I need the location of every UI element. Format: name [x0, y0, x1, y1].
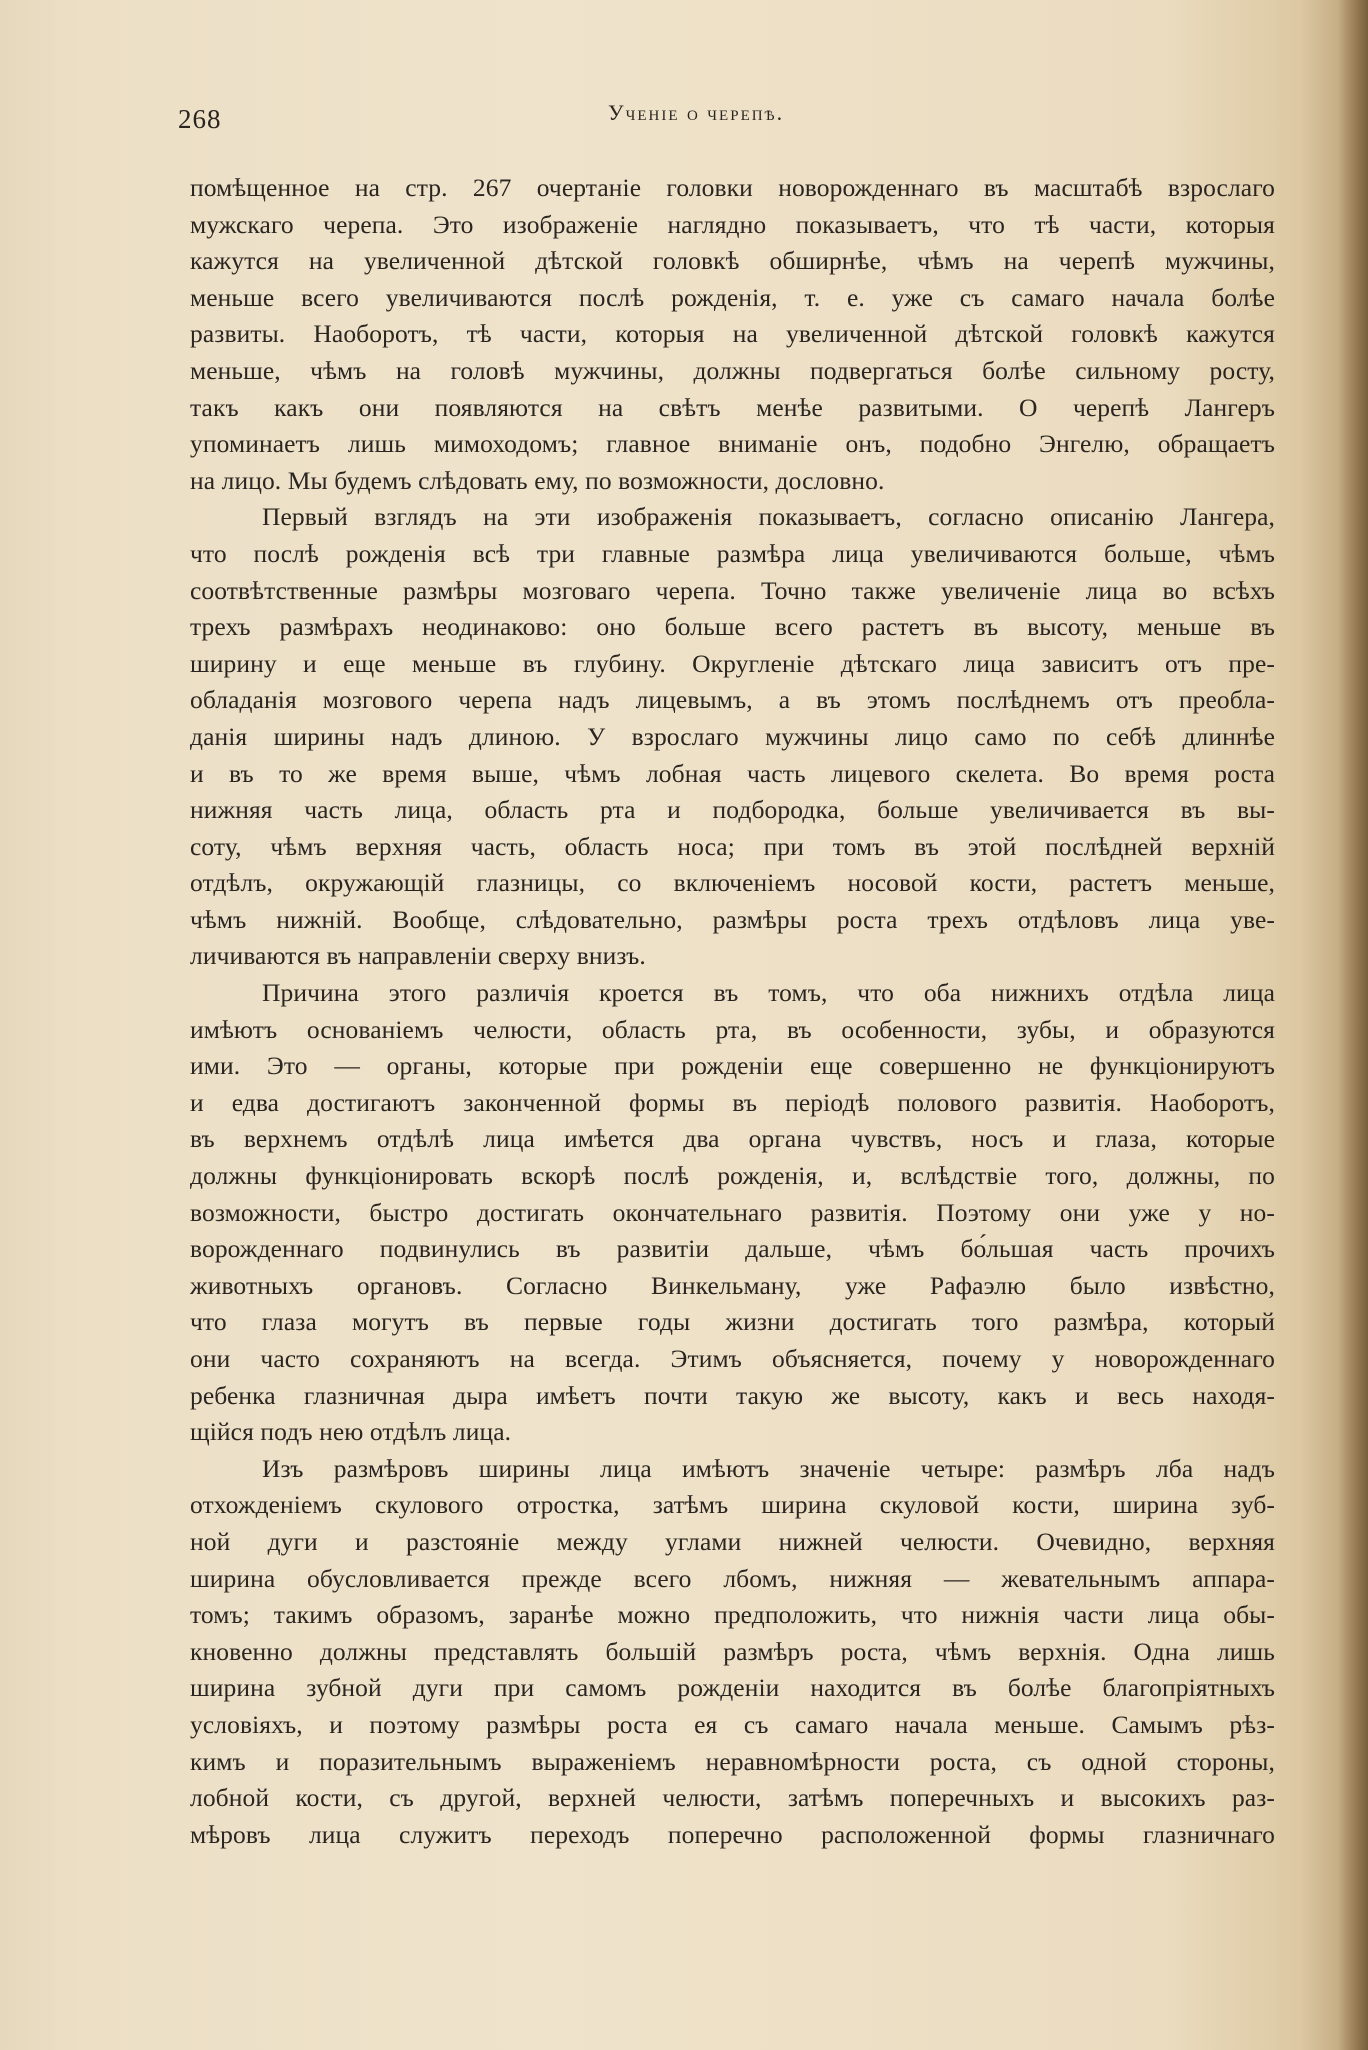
page-number: 268	[178, 104, 222, 134]
text-line: чѣмъ нижній. Вообще, слѣдовательно, размѣры роста трехъ отдѣловъ лица уве-	[190, 904, 1275, 934]
text-line: кимъ и поразительнымъ выраженіемъ неравномѣрности роста, съ одной стороны,	[190, 1746, 1275, 1776]
text-line: должны функціонировать вскорѣ послѣ рожденія, и, вслѣдствіе того, должны, по	[190, 1161, 1275, 1191]
text-line: что послѣ рожденія всѣ три главные размѣра лица увеличиваются больше, чѣмъ	[190, 538, 1275, 568]
text-line: что глаза могутъ въ первые годы жизни достигать того размѣра, который	[190, 1307, 1275, 1337]
text-line: мужскаго черепа. Это изображеніе наглядно показываетъ, что тѣ части, которыя	[190, 209, 1275, 239]
text-line: лобной кости, съ другой, верхней челюсти, затѣмъ поперечныхъ и высокихъ раз-	[190, 1783, 1275, 1813]
page-edge-shadow	[1338, 0, 1368, 2050]
text-line: они часто сохраняютъ на всегда. Этимъ объясняется, почему у новорожденнаго	[190, 1344, 1275, 1373]
text-line: мѣровъ лица служитъ переходъ поперечно расположенной формы глазничнаго	[190, 1819, 1275, 1849]
text-line: меньше, чѣмъ на головѣ мужчины, должны подвергаться болѣе сильному росту,	[190, 355, 1275, 385]
text-line: условіяхъ, и поэтому размѣры роста ея съ самаго начала меньше. Самымъ рѣз-	[190, 1709, 1275, 1739]
text-line: ширина зубной дуги при самомъ рожденіи находится въ болѣе благопріятныхъ	[190, 1673, 1275, 1703]
text-line: ребенка глазничная дыра имѣетъ почти такую же высоту, какъ и весь находя-	[190, 1380, 1275, 1410]
text-line: животныхъ органовъ. Согласно Винкельману, уже Рафаэлю было извѣстно,	[190, 1270, 1275, 1300]
text-line: на лицо. Мы будемъ слѣдовать ему, по возможности, дословно.	[190, 465, 885, 495]
text-line: трехъ размѣрахъ неодинаково: оно больше всего растетъ въ высоту, меньше въ	[190, 612, 1275, 642]
text-line: Первый взглядъ на эти изображенія показываетъ, согласно описанію Лангера,	[262, 502, 1275, 532]
text-line: ширина обусловливается прежде всего лбомъ, нижняя — жевательнымъ аппара-	[190, 1563, 1275, 1593]
text-line: и въ то же время выше, чѣмъ лобная часть лицевого скелета. Во время роста	[190, 758, 1275, 788]
text-line: и едва достигаютъ законченной формы въ періодѣ полового развитія. Наоборотъ,	[190, 1087, 1275, 1117]
page-header	[178, 98, 1278, 138]
text-line: личиваются въ направленіи сверху внизъ.	[190, 941, 646, 971]
text-line: упоминаетъ лишь мимоходомъ; главное вниманіе онъ, подобно Энгелю, обращаетъ	[190, 429, 1275, 459]
text-line: отхожденіемъ скулового отростка, затѣмъ ширина скуловой кости, ширина зуб-	[190, 1490, 1275, 1520]
text-line: Причина этого различія кроется въ томъ, что оба нижнихъ отдѣла лица	[262, 978, 1275, 1008]
text-line: щійся подъ нею отдѣлъ лица.	[190, 1417, 512, 1447]
text-line: отдѣлъ, окружающій глазницы, со включеніемъ носовой кости, растетъ меньше,	[190, 868, 1275, 898]
text-line: ворожденнаго подвинулись въ развитіи дальше, чѣмъ бо́льшая часть прочихъ	[190, 1234, 1275, 1264]
running-title: Ученіе о черепѣ.	[608, 100, 785, 125]
text-line: кновенно должны представлять большій размѣръ роста, чѣмъ верхнія. Одна лишь	[190, 1636, 1275, 1666]
text-line: данія ширины надъ длиною. У взрослаго мужчины лицо само по себѣ длиннѣе	[190, 721, 1275, 751]
body-text	[190, 170, 1275, 1853]
text-line: ими. Это — органы, которые при рожденіи еще совершенно не функціонируютъ	[190, 1051, 1275, 1081]
text-line: Изъ размѣровъ ширины лица имѣютъ значеніе четыре: размѣръ лба надъ	[262, 1453, 1275, 1483]
text-line: ной дуги и разстояніе между углами нижней челюсти. Очевидно, верхняя	[190, 1526, 1275, 1556]
text-line: томъ; такимъ образомъ, заранѣе можно предположить, что нижнія части лица обы-	[190, 1600, 1275, 1630]
text-line: имѣютъ основаніемъ челюсти, область рта, въ особенности, зубы, и образуются	[190, 1014, 1275, 1044]
text-line: нижняя часть лица, область рта и подбородка, больше увеличивается въ вы-	[190, 795, 1275, 825]
text-line: кажутся на увеличенной дѣтской головкѣ обширнѣе, чѣмъ на черепѣ мужчины,	[190, 246, 1275, 276]
text-line: такъ какъ они появляются на свѣтъ менѣе развитыми. О черепѣ Лангеръ	[190, 392, 1275, 422]
text-line: соту, чѣмъ верхняя часть, область носа; при томъ въ этой послѣдней верхній	[190, 831, 1275, 861]
text-line: въ верхнемъ отдѣлѣ лица имѣется два органа чувствъ, носъ и глаза, которые	[190, 1124, 1275, 1154]
text-line: ширину и еще меньше въ глубину. Округленіе дѣтскаго лица зависитъ отъ пре-	[190, 648, 1275, 678]
text-line: меньше всего увеличиваются послѣ рожденія, т. е. уже съ самаго начала болѣе	[190, 282, 1275, 312]
text-line: соотвѣтственные размѣры мозговаго черепа. Точно также увеличеніе лица во всѣхъ	[190, 575, 1275, 605]
text-line: развиты. Наоборотъ, тѣ части, которыя на увеличенной дѣтской головкѣ кажутся	[190, 319, 1275, 349]
text-line: возможности, быстро достигать окончательнаго развитія. Поэтому они уже у но-	[190, 1197, 1275, 1227]
text-line: обладанія мозгового черепа надъ лицевымъ, а въ этомъ послѣднемъ отъ преобла-	[190, 685, 1275, 715]
text-line: помѣщенное на стр. 267 очертаніе головки новорожденнаго въ масштабѣ взрослаго	[190, 173, 1275, 202]
